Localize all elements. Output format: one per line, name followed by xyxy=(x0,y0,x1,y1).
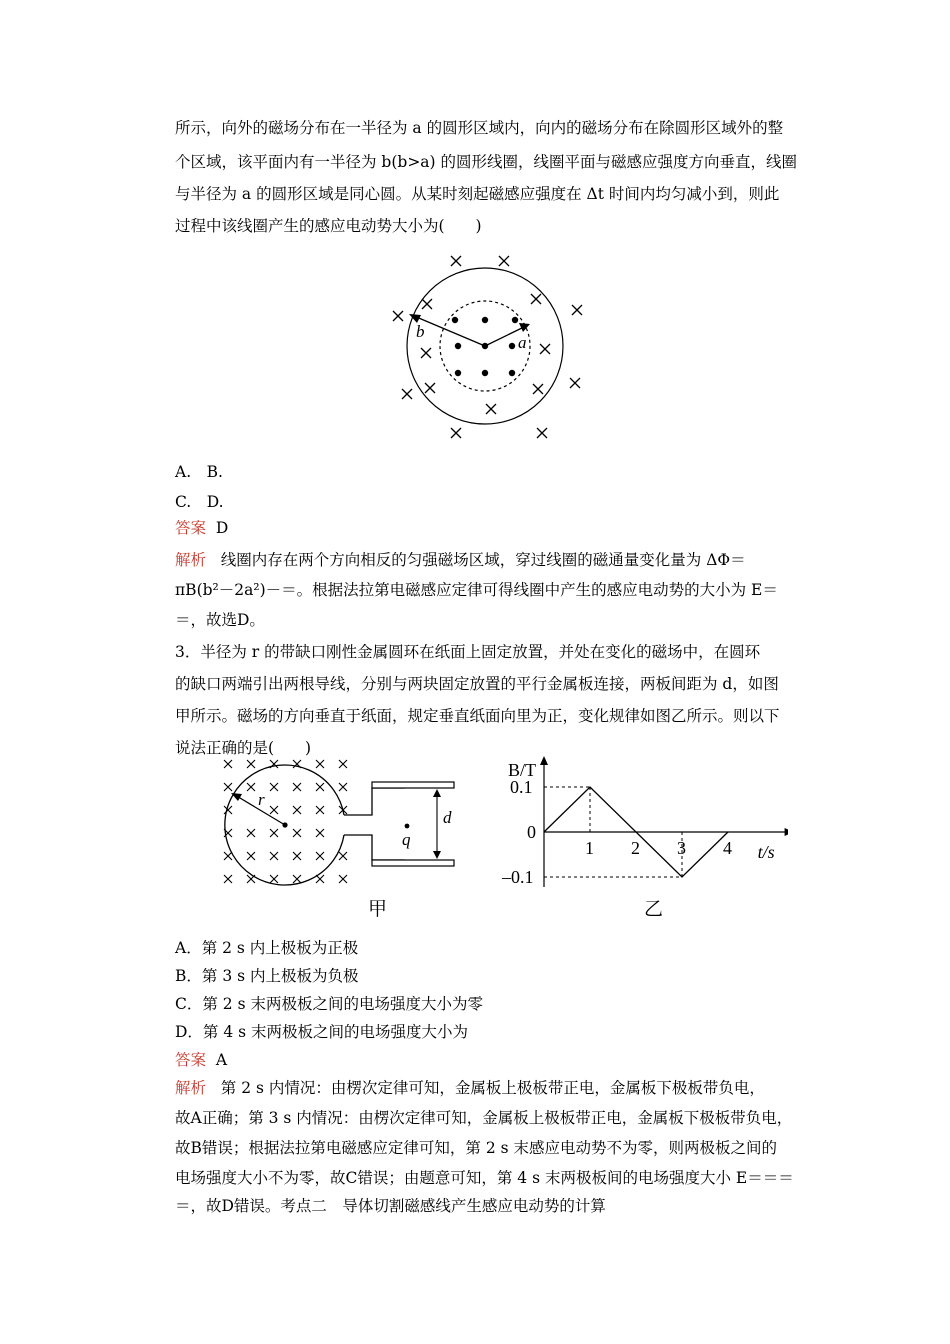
q2-options-cd: C. D. xyxy=(175,493,224,511)
origin-label: 0 xyxy=(527,822,536,842)
x-tick-labels xyxy=(585,838,732,858)
x-tick-label: 1 xyxy=(585,838,594,858)
q2-figure xyxy=(378,238,610,458)
label-a: a xyxy=(518,333,527,352)
answer-label: 答案 xyxy=(175,1051,207,1069)
answer-value: A xyxy=(215,1051,228,1069)
caption-yi: 乙 xyxy=(644,899,664,920)
q2-answer xyxy=(175,518,228,538)
q3-analysis-line-4: 电场强度大小不为零，故C错误；由题意可知，第 4 s 末两极板间的电场强度大小 E＝＝＝ xyxy=(175,1169,794,1187)
y-tick-label: 0.1 xyxy=(510,777,533,797)
q2-options-ab: A. B. xyxy=(175,463,223,481)
q2-line-1: 所示，向外的磁场分布在一半径为 a 的圆形区域内，向内的磁场分布在除圆形区域外的整 xyxy=(175,119,784,137)
label-q: q xyxy=(402,830,411,849)
q3-line-2: 的缺口两端引出两根导线，分别与两块固定放置的平行金属板连接，两板间距为 d，如图 xyxy=(175,675,779,693)
x-axis-arrowhead xyxy=(785,828,788,836)
x-tick-label: 2 xyxy=(631,838,640,858)
x-tick-label: 4 xyxy=(723,838,732,858)
y-axis-label: B/T xyxy=(508,760,537,780)
radius-b-arrow xyxy=(414,316,485,346)
x-axis-label: t/s xyxy=(757,842,775,862)
q3-analysis-line-2: 故A正确；第 3 s 内情况：由楞次定律可知，金属板上极板带正电，金属板下极板带负电， xyxy=(175,1109,793,1127)
q2-analysis-line-2: πB(b²－2a²)－＝。根据法拉第电磁感应定律可得线圈中产生的感应电动势的大小为 E＝ xyxy=(175,581,778,599)
arrowhead-a xyxy=(519,323,530,332)
q3-option-c: C．第 2 s 末两极板之间的电场强度大小为零 xyxy=(175,995,483,1013)
answer-label: 答案 xyxy=(175,519,207,537)
q2-analysis-line-3: ＝，故选D。 xyxy=(175,611,265,629)
q3-analysis-line-1 xyxy=(175,1078,765,1098)
caption-jia: 甲 xyxy=(368,899,388,920)
q3-answer xyxy=(175,1050,227,1070)
q2-analysis-line-1 xyxy=(175,550,746,570)
analysis-label: 解析 xyxy=(175,1079,207,1097)
analysis-text: 线圈内存在两个方向相反的匀强磁场区域，穿过线圈的磁通量变化量为 ΔΦ＝ xyxy=(220,551,746,569)
y-axis-arrowhead xyxy=(540,756,548,765)
q3-line-3: 甲所示。磁场的方向垂直于纸面，规定垂直纸面向里为正，变化规律如图乙所示。则以下 xyxy=(175,707,780,725)
x-tick-label: 3 xyxy=(677,838,686,858)
label-r: r xyxy=(258,790,265,809)
q3-line-1: 3．半径为 r 的带缺口刚性金属圆环在纸面上固定放置，并处在变化的磁场中，在圆环 xyxy=(175,643,761,661)
q3-option-b: B．第 3 s 内上极板为负极 xyxy=(175,967,359,985)
q3-line-4: 说法正确的是( ) xyxy=(175,739,312,757)
outward-field-dots xyxy=(452,317,518,376)
answer-value: D xyxy=(215,519,229,537)
analysis-label: 解析 xyxy=(175,551,207,569)
q2-line-3: 与半径为 a 的圆形区域是同心圆。从某时刻起磁感应强度在 Δt 时间内均匀减小到，则此 xyxy=(175,185,780,203)
q3-analysis-line-5: ＝，故D错误。考点二 导体切割磁感线产生感应电动势的计算 xyxy=(175,1197,606,1215)
fig-jia xyxy=(205,752,485,932)
label-d: d xyxy=(443,808,452,827)
q3-analysis-line-3: 故B错误；根据法拉第电磁感应定律可知，第 2 s 末感应电动势不为零，则两极板之间的 xyxy=(175,1139,777,1157)
connecting-wires xyxy=(344,788,405,860)
arrowhead-r xyxy=(231,793,242,801)
analysis-text: 第 2 s 内情况：由楞次定律可知，金属板上极板带正电，金属板下极板带负电， xyxy=(220,1079,765,1097)
q3-option-d: D．第 4 s 末两极板之间的电场强度大小为 xyxy=(175,1023,469,1041)
jia-field-crosses xyxy=(224,760,347,883)
chart-yi xyxy=(488,752,788,932)
upper-plate xyxy=(372,782,454,788)
lower-plate xyxy=(372,860,454,866)
y-tick-label: –0.1 xyxy=(502,867,534,887)
q2-line-2: 个区域，该平面内有一半径为 b(b>a) 的圆形线圈，线圈平面与磁感应强度方向垂直，线圈 xyxy=(175,153,798,171)
label-b: b xyxy=(416,322,425,341)
q3-option-a: A．第 2 s 内上极板为正极 xyxy=(175,939,359,957)
charge-q-dot xyxy=(405,824,410,829)
q2-line-4: 过程中该线圈产生的感应电动势大小为( ) xyxy=(175,217,482,235)
